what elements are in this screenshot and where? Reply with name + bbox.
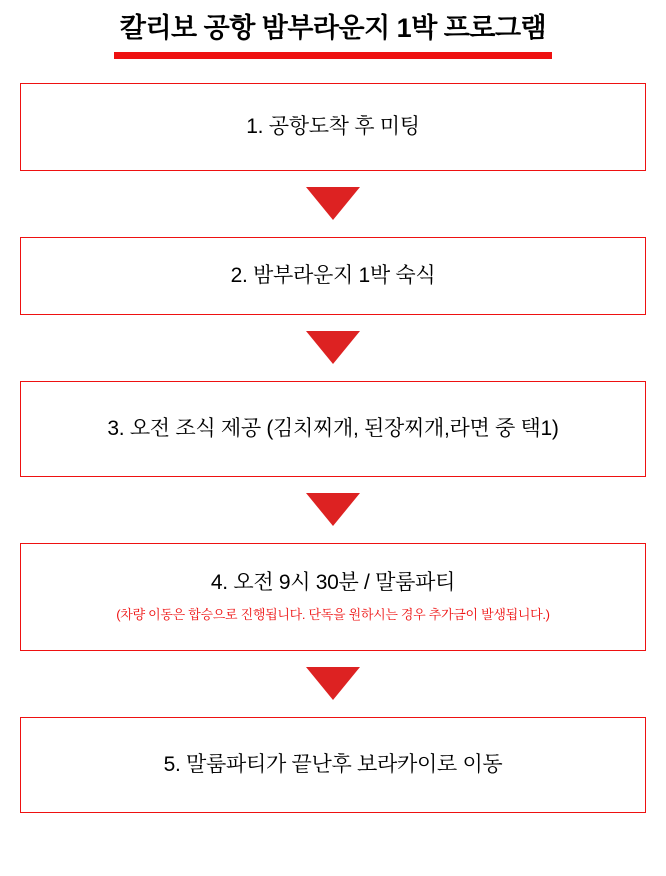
down-triangle-arrow-icon bbox=[306, 331, 360, 364]
flow-arrow-1 bbox=[20, 171, 646, 237]
page-title: 칼리보 공항 밤부라운지 1박 프로그램 bbox=[114, 12, 552, 59]
flow-step-1-label: 1. 공항도착 후 미팅 bbox=[246, 114, 420, 138]
flow-step-5 bbox=[20, 717, 646, 813]
flow-step-5-label: 5. 말룸파티가 끝난후 보라카이로 이동 bbox=[163, 752, 503, 776]
flow-step-4 bbox=[20, 543, 646, 651]
flow-arrow-3 bbox=[20, 477, 646, 543]
flow-step-2 bbox=[20, 237, 646, 315]
flow-step-3-label: 3. 오전 조식 제공 (김치찌개, 된장찌개,라면 중 택1) bbox=[107, 416, 559, 440]
down-triangle-arrow-icon bbox=[306, 667, 360, 700]
flow-step-4-label: 4. 오전 9시 30분 / 말룸파티 bbox=[210, 571, 456, 595]
flow-arrow-4 bbox=[20, 651, 646, 717]
flow-step-1 bbox=[20, 83, 646, 171]
down-triangle-arrow-icon bbox=[306, 493, 360, 526]
flow-step-2-label: 2. 밤부라운지 1박 숙식 bbox=[230, 263, 436, 287]
page-title-wrap bbox=[0, 0, 666, 59]
down-triangle-arrow-icon bbox=[306, 187, 360, 220]
flow-arrow-2 bbox=[20, 315, 646, 381]
flowchart bbox=[0, 83, 666, 813]
flow-step-3 bbox=[20, 381, 646, 477]
flow-step-4-note: (차량 이동은 합승으로 진행됩니다. 단독을 원하시는 경우 추가금이 발생됩니다.) bbox=[116, 607, 550, 623]
